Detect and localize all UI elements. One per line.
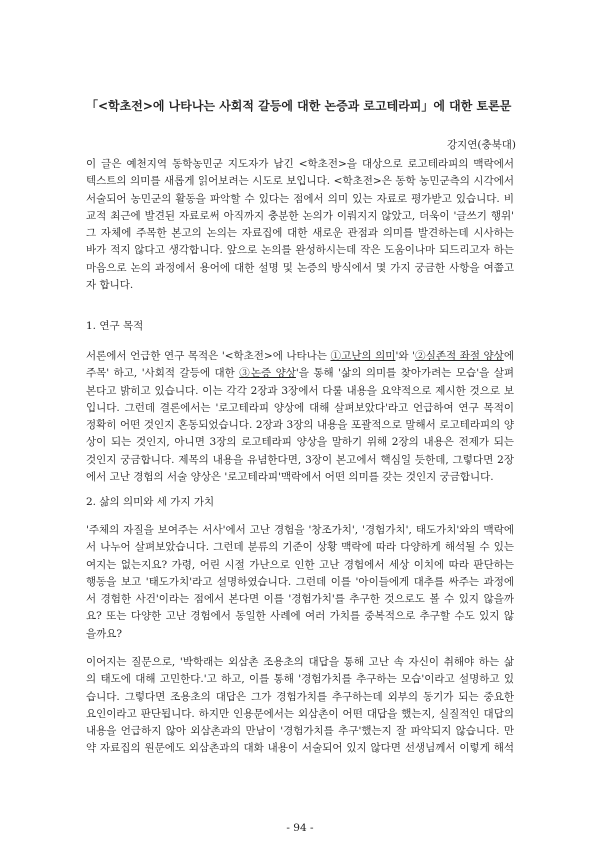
underlined-term: ①고난의 의미 <box>330 350 396 362</box>
text-line: 바가 적지 않다고 생각합니다. 앞으로 논의를 완성하시는데 작은 도움이나마 되드리고자 하는 <box>86 244 514 257</box>
text-line: 내용을 언급하지 않아 외삼촌과의 만남이 '경험가치를 추구'했는지 잘 파악되지 않습니다. 만 <box>86 725 514 738</box>
underlined-term: ②실존적 좌절 양상 <box>414 350 504 362</box>
text-line: 요인이라고 판단됩니다. 하지만 인용문에서는 외삼촌이 어떤 대답을 했는지, 실질적인 대답의 <box>86 707 514 720</box>
text-line: 정확히 어떤 것인지 혼동되었습니다. 2장과 3장의 내용을 포괄적으로 말해서 로고테라피의 양 <box>86 419 514 432</box>
paragraph-research-purpose <box>86 348 514 486</box>
text-line: 것인지 궁금합니다. 제목의 내용을 유념한다면, 3장이 본고에서 핵심일 듯한데, 그렇다면 2장 <box>86 453 514 466</box>
page-number: - 94 - <box>286 822 314 834</box>
text-line: 이어지는 질문으로, '박학래는 외삼촌 조용초의 대답을 통해 고난 속 자신이 취해야 하는 삶 <box>86 656 514 668</box>
text-line: 이 글은 예천지역 동학농민군 지도자가 남긴 <학초전>을 대상으로 로고테라피의 맥락에서 <box>86 158 514 170</box>
text-line: 입니다. 그런데 결론에서는 '로고테라피 양상에 대해 살펴보았다'라고 언급하여 연구 목적이 <box>86 401 514 414</box>
text-line: 본다고 밝히고 있습니다. 이는 각각 2장과 3장에서 다룰 내용을 요약적으로 제시한 것으로 보 <box>86 384 514 397</box>
text-line: '주체의 자질을 보여주는 서사'에서 고난 경험을 '창조가치', '경험가치', 태도가치'와의 맥락에 <box>86 524 514 536</box>
text-span: 에 <box>503 350 514 362</box>
text-line: 서 나누어 살펴보았습니다. 그런데 분류의 기준이 상황 맥락에 따라 다양하게 해석될 수 있는 <box>86 541 514 554</box>
text-line: 을까요? <box>86 627 123 640</box>
text-span: 서론에서 언급한 연구 목적은 '<학초전>에 나타나는 <box>86 350 331 362</box>
underlined-term: ③논증 양상 <box>239 367 296 380</box>
text-line: 그 자체에 주목한 본고의 논의는 자료집에 대한 새로운 관점과 의미를 발견하는데 시사하는 <box>86 227 514 240</box>
text-line <box>86 348 514 365</box>
text-span: '을 통해 '삶의 의미를 찾아가려는 모습'을 살펴 <box>295 367 514 380</box>
text-span: '와 ' <box>395 350 415 362</box>
text-line: 마음으로 논의 과정에서 용어에 대한 설명 및 논증의 방식에서 몇 가지 궁금한 사항을 여쭙고 <box>86 261 514 274</box>
section-heading-2: 2. 삶의 의미와 세 가지 가치 <box>86 496 215 508</box>
text-line: 습니다. 그렇다면 조용초의 대답은 그가 경험가치를 추구하는데 외부의 동기가 되는 중요한 <box>86 690 514 703</box>
text-line: 서 경험한 사건'이라는 점에서 본다면 이를 '경험가치'를 추구한 것으로도 볼 수 있지 않을까 <box>86 593 514 606</box>
text-line: 서술되어 농민군의 활동을 파악할 수 있다는 점에서 의미 있는 자료로 평가받고 있습니다. 비 <box>86 192 514 205</box>
text-line: 상이 되는 것인지, 아니면 3장의 로고테라피 양상을 말하기 위해 2장의 내용은 전제가 되는 <box>86 436 514 449</box>
text-line: 에서 고난 경험의 서술 양상은 '로고테라피'맥락에서 어떤 의미를 갖는 것인지 궁금합니다. <box>86 471 494 484</box>
section-heading-1: 1. 연구 목적 <box>86 320 144 332</box>
text-line: 의 태도에 대해 고민한다.'고 하고, 이를 통해 '경험가치를 추구하는 모습'이라고 설명하고 있 <box>86 673 514 686</box>
text-line: 교적 최근에 발견된 자료로써 아직까지 충분한 논의가 이뤄지지 않았고, 더욱이 '글쓰기 행위' <box>86 209 514 222</box>
text-line: 자 합니다. <box>86 279 134 292</box>
text-line: 행동을 보고 '태도가치'라고 설명하였습니다. 그런데 이를 '아이들에게 대추를 싸주는 과정에 <box>86 575 514 588</box>
author-line: 강지연(충북대) <box>446 139 516 151</box>
text-line: 텍스트의 의미를 새롭게 읽어보려는 시도로 보입니다. <학초전>은 동학 농민군측의 시각에서 <box>86 175 514 188</box>
paragraph-three-values <box>86 522 514 643</box>
text-line: 여지는 없는지요? 가령, 어린 시절 가난으로 인한 고난 경험에서 세상 이치에 따라 판단하는 <box>86 558 514 571</box>
document-title: 「<학초전>에 나타나는 사회적 갈등에 대한 논증과 로고테라피」에 대한 토론문 <box>86 99 512 113</box>
paragraph-follow-up-question <box>86 654 514 758</box>
text-line: 약 자료집의 원문에도 외삼촌과의 대화 내용이 서술되어 있지 않다면 선생님께서 이렇게 해석 <box>86 742 514 755</box>
text-line <box>86 365 514 382</box>
text-line: 요? 또는 다양한 고난 경험에서 동일한 사례에 여러 가치를 중복적으로 추구할 수도 있지 않 <box>86 610 514 623</box>
text-span: 주목' 하고, '사회적 갈등에 대한 <box>86 367 240 380</box>
paragraph-intro <box>86 156 514 294</box>
